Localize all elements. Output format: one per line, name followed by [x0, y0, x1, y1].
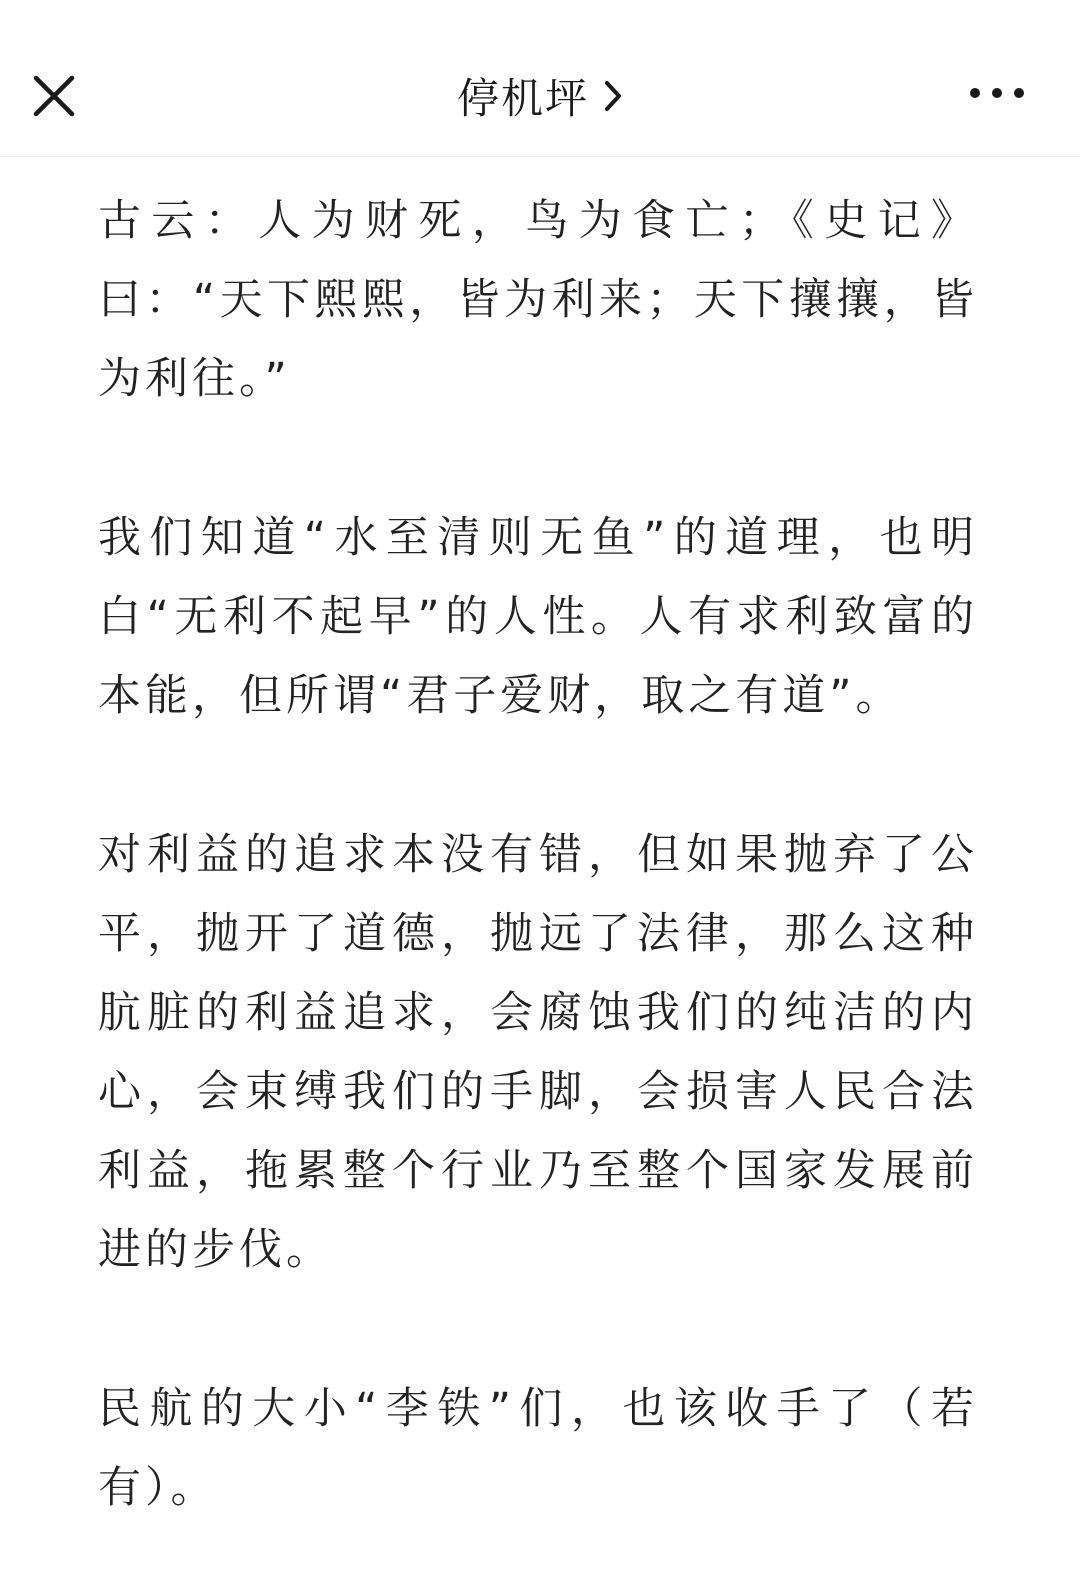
article-body — [98, 182, 978, 1528]
bottom-fade — [0, 1563, 1080, 1581]
article-paragraph: 对利益的追求本没有错，但如果抛弃了公平，抛开了道德，抛远了法律，那么这种肮脏的利益追求，会腐蚀我们的纯洁的内心，会束缚我们的手脚，会损害人民合法利益，拖累整个行业乃至整个国家发展前进的步伐。 — [98, 830, 978, 1275]
account-title-link[interactable] — [0, 66, 1080, 126]
more-options-button[interactable] — [970, 80, 1024, 106]
article-paragraph: 古云：人为财死，鸟为食亡；《史记》曰：“天下熙熙，皆为利来；天下攘攘，皆为利往。” — [98, 196, 978, 404]
more-horizontal-icon — [992, 88, 1002, 98]
more-horizontal-icon — [970, 88, 980, 98]
article-paragraph: 我们知道“水至清则无鱼”的道理，也明白“无利不起早”的人性。人有求利致富的本能，但所谓“君子爱财，取之有道”。 — [98, 513, 978, 721]
top-nav-bar — [0, 0, 1080, 157]
chevron-right-icon — [603, 79, 623, 113]
page-title: 停机坪 — [456, 74, 589, 123]
more-horizontal-icon — [1014, 88, 1024, 98]
article-paragraph: 民航的大小“李铁”们，也该收手了（若有）。 — [98, 1384, 978, 1513]
